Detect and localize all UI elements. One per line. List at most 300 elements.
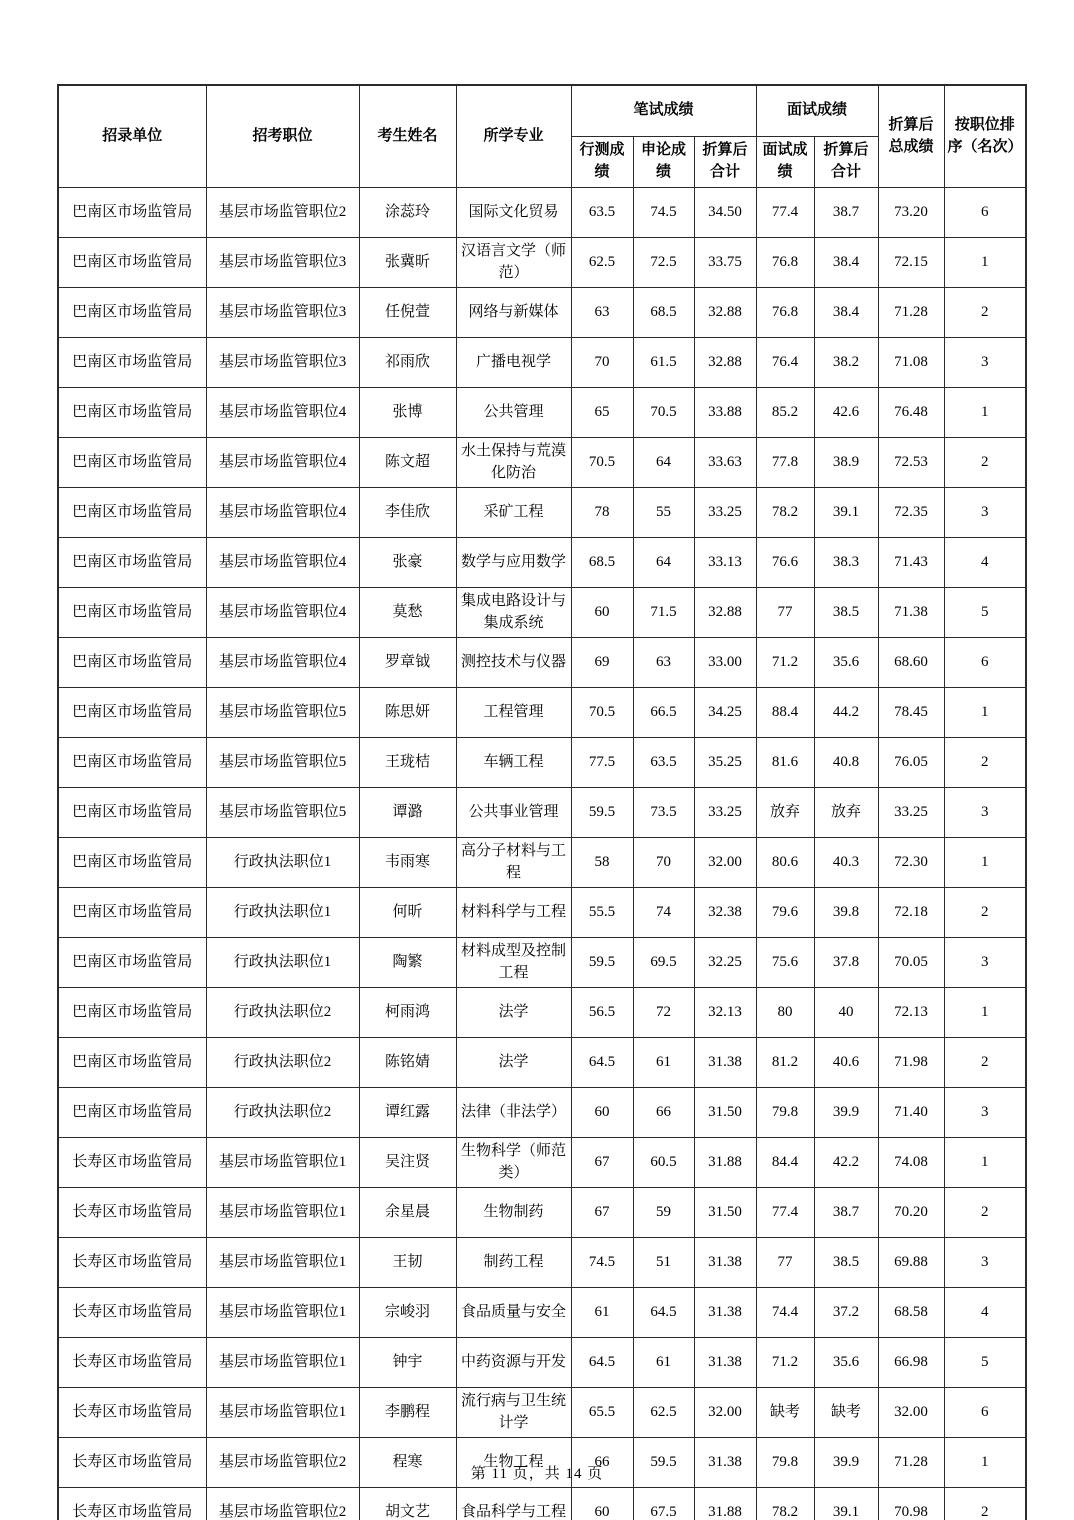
cell-unit: 巴南区市场监管局 [58, 888, 206, 938]
cell-unit: 长寿区市场监管局 [58, 1438, 206, 1488]
cell-xingce-score: 59.5 [571, 788, 633, 838]
cell-shenlun-score: 74 [633, 888, 694, 938]
cell-candidate-name: 罗章钺 [359, 638, 456, 688]
cell-candidate-name: 祁雨欣 [359, 338, 456, 388]
cell-candidate-name: 柯雨鸿 [359, 988, 456, 1038]
cell-xingce-score: 65 [571, 388, 633, 438]
cell-interview-score: 77.4 [756, 1188, 814, 1238]
cell-xingce-score: 77.5 [571, 738, 633, 788]
cell-written-converted: 32.38 [694, 888, 756, 938]
cell-total-score: 71.40 [878, 1088, 944, 1138]
table-row [58, 938, 1026, 988]
cell-interview-score: 80.6 [756, 838, 814, 888]
cell-written-converted: 32.25 [694, 938, 756, 988]
cell-total-score: 72.30 [878, 838, 944, 888]
cell-xingce-score: 56.5 [571, 988, 633, 1038]
cell-rank: 1 [944, 688, 1026, 738]
cell-shenlun-score: 60.5 [633, 1138, 694, 1188]
cell-rank: 4 [944, 1288, 1026, 1338]
cell-candidate-name: 任倪萱 [359, 288, 456, 338]
cell-candidate-name: 陶繁 [359, 938, 456, 988]
cell-interview-score: 88.4 [756, 688, 814, 738]
cell-xingce-score: 66 [571, 1438, 633, 1488]
col-header-interview-group: 面试成绩 [756, 85, 878, 137]
table-row [58, 438, 1026, 488]
cell-unit: 巴南区市场监管局 [58, 1088, 206, 1138]
table-row [58, 1388, 1026, 1438]
table-row [58, 1488, 1026, 1520]
table-row [58, 1088, 1026, 1138]
cell-major: 水土保持与荒漠化防治 [456, 438, 571, 488]
cell-shenlun-score: 71.5 [633, 588, 694, 638]
table-row [58, 738, 1026, 788]
cell-rank: 1 [944, 988, 1026, 1038]
cell-written-converted: 34.50 [694, 188, 756, 238]
cell-interview-score: 78.2 [756, 488, 814, 538]
cell-written-converted: 35.25 [694, 738, 756, 788]
cell-written-converted: 32.88 [694, 288, 756, 338]
cell-rank: 2 [944, 1488, 1026, 1520]
table-row [58, 788, 1026, 838]
cell-major: 高分子材料与工程 [456, 838, 571, 888]
cell-rank: 6 [944, 1388, 1026, 1438]
cell-candidate-name: 李佳欣 [359, 488, 456, 538]
cell-rank: 3 [944, 338, 1026, 388]
cell-total-score: 76.05 [878, 738, 944, 788]
cell-interview-score: 79.6 [756, 888, 814, 938]
cell-unit: 巴南区市场监管局 [58, 788, 206, 838]
cell-rank: 6 [944, 638, 1026, 688]
cell-major: 网络与新媒体 [456, 288, 571, 338]
cell-unit: 巴南区市场监管局 [58, 238, 206, 288]
cell-candidate-name: 陈文超 [359, 438, 456, 488]
cell-rank: 5 [944, 1338, 1026, 1388]
col-header-unit: 招录单位 [58, 85, 206, 188]
cell-interview-score: 77.8 [756, 438, 814, 488]
cell-position: 基层市场监管职位4 [206, 538, 359, 588]
cell-interview-score: 缺考 [756, 1388, 814, 1438]
cell-major: 采矿工程 [456, 488, 571, 538]
cell-interview-score: 75.6 [756, 938, 814, 988]
col-header-written-converted: 折算后合计 [694, 137, 756, 188]
cell-interview-score: 81.2 [756, 1038, 814, 1088]
cell-unit: 长寿区市场监管局 [58, 1188, 206, 1238]
table-row [58, 238, 1026, 288]
cell-major: 生物科学（师范类） [456, 1138, 571, 1188]
cell-interview-converted: 42.6 [814, 388, 878, 438]
cell-shenlun-score: 61.5 [633, 338, 694, 388]
cell-shenlun-score: 69.5 [633, 938, 694, 988]
cell-major: 广播电视学 [456, 338, 571, 388]
cell-position: 基层市场监管职位2 [206, 188, 359, 238]
cell-interview-converted: 40 [814, 988, 878, 1038]
table-row [58, 1238, 1026, 1288]
cell-xingce-score: 63 [571, 288, 633, 338]
cell-rank: 2 [944, 1188, 1026, 1238]
cell-total-score: 71.43 [878, 538, 944, 588]
cell-interview-converted: 38.5 [814, 1238, 878, 1288]
cell-position: 基层市场监管职位4 [206, 438, 359, 488]
cell-major: 法学 [456, 1038, 571, 1088]
col-header-position: 招考职位 [206, 85, 359, 188]
cell-interview-converted: 38.7 [814, 1188, 878, 1238]
cell-unit: 长寿区市场监管局 [58, 1238, 206, 1288]
cell-interview-converted: 44.2 [814, 688, 878, 738]
cell-interview-converted: 40.8 [814, 738, 878, 788]
cell-xingce-score: 70 [571, 338, 633, 388]
cell-written-converted: 31.38 [694, 1288, 756, 1338]
table-row [58, 988, 1026, 1038]
cell-unit: 巴南区市场监管局 [58, 188, 206, 238]
cell-interview-converted: 35.6 [814, 1338, 878, 1388]
cell-written-converted: 33.88 [694, 388, 756, 438]
cell-rank: 3 [944, 1088, 1026, 1138]
cell-rank: 2 [944, 438, 1026, 488]
cell-shenlun-score: 72.5 [633, 238, 694, 288]
cell-candidate-name: 张冀昕 [359, 238, 456, 288]
cell-rank: 2 [944, 1038, 1026, 1088]
cell-xingce-score: 70.5 [571, 438, 633, 488]
cell-total-score: 72.18 [878, 888, 944, 938]
cell-xingce-score: 63.5 [571, 188, 633, 238]
cell-shenlun-score: 68.5 [633, 288, 694, 338]
cell-position: 基层市场监管职位4 [206, 588, 359, 638]
cell-total-score: 70.05 [878, 938, 944, 988]
cell-unit: 长寿区市场监管局 [58, 1388, 206, 1438]
cell-written-converted: 31.38 [694, 1238, 756, 1288]
cell-total-score: 71.28 [878, 288, 944, 338]
table-row [58, 838, 1026, 888]
cell-unit: 巴南区市场监管局 [58, 688, 206, 738]
cell-interview-converted: 37.2 [814, 1288, 878, 1338]
cell-total-score: 76.48 [878, 388, 944, 438]
cell-interview-converted: 40.6 [814, 1038, 878, 1088]
cell-shenlun-score: 70 [633, 838, 694, 888]
cell-rank: 2 [944, 738, 1026, 788]
cell-xingce-score: 65.5 [571, 1388, 633, 1438]
col-header-written-group: 笔试成绩 [571, 85, 756, 137]
table-row [58, 1288, 1026, 1338]
table-row [58, 538, 1026, 588]
cell-position: 基层市场监管职位1 [206, 1338, 359, 1388]
cell-interview-score: 78.2 [756, 1488, 814, 1520]
cell-rank: 2 [944, 888, 1026, 938]
cell-candidate-name: 陈铭婧 [359, 1038, 456, 1088]
cell-interview-score: 71.2 [756, 638, 814, 688]
cell-shenlun-score: 59 [633, 1188, 694, 1238]
cell-position: 基层市场监管职位4 [206, 488, 359, 538]
cell-xingce-score: 69 [571, 638, 633, 688]
table-body [58, 188, 1026, 1520]
cell-position: 行政执法职位2 [206, 1038, 359, 1088]
cell-candidate-name: 张豪 [359, 538, 456, 588]
cell-interview-converted: 缺考 [814, 1388, 878, 1438]
cell-unit: 巴南区市场监管局 [58, 738, 206, 788]
cell-total-score: 72.35 [878, 488, 944, 538]
cell-interview-converted: 38.4 [814, 238, 878, 288]
cell-shenlun-score: 66 [633, 1088, 694, 1138]
cell-candidate-name: 余星晨 [359, 1188, 456, 1238]
cell-candidate-name: 程寒 [359, 1438, 456, 1488]
cell-interview-score: 74.4 [756, 1288, 814, 1338]
cell-xingce-score: 78 [571, 488, 633, 538]
cell-interview-converted: 38.9 [814, 438, 878, 488]
cell-total-score: 71.28 [878, 1438, 944, 1488]
cell-unit: 巴南区市场监管局 [58, 288, 206, 338]
cell-rank: 6 [944, 188, 1026, 238]
cell-major: 集成电路设计与集成系统 [456, 588, 571, 638]
table-row [58, 288, 1026, 338]
cell-interview-converted: 39.9 [814, 1088, 878, 1138]
cell-interview-converted: 放弃 [814, 788, 878, 838]
cell-interview-score: 76.8 [756, 288, 814, 338]
cell-candidate-name: 宗峻羽 [359, 1288, 456, 1338]
table-row [58, 638, 1026, 688]
cell-interview-converted: 38.3 [814, 538, 878, 588]
cell-xingce-score: 74.5 [571, 1238, 633, 1288]
cell-interview-score: 放弃 [756, 788, 814, 838]
cell-interview-score: 84.4 [756, 1138, 814, 1188]
cell-rank: 1 [944, 1138, 1026, 1188]
cell-rank: 5 [944, 588, 1026, 638]
cell-interview-score: 77.4 [756, 188, 814, 238]
cell-total-score: 66.98 [878, 1338, 944, 1388]
cell-shenlun-score: 64 [633, 438, 694, 488]
cell-candidate-name: 何昕 [359, 888, 456, 938]
cell-written-converted: 32.13 [694, 988, 756, 1038]
cell-candidate-name: 胡文艺 [359, 1488, 456, 1520]
cell-candidate-name: 钟宇 [359, 1338, 456, 1388]
cell-position: 基层市场监管职位5 [206, 738, 359, 788]
cell-interview-score: 76.6 [756, 538, 814, 588]
cell-shenlun-score: 59.5 [633, 1438, 694, 1488]
cell-interview-score: 80 [756, 988, 814, 1038]
cell-candidate-name: 李鹏程 [359, 1388, 456, 1438]
cell-interview-converted: 40.3 [814, 838, 878, 888]
cell-xingce-score: 68.5 [571, 538, 633, 588]
cell-rank: 2 [944, 288, 1026, 338]
cell-xingce-score: 60 [571, 588, 633, 638]
col-header-candidate-name: 考生姓名 [359, 85, 456, 188]
cell-xingce-score: 60 [571, 1488, 633, 1520]
cell-position: 基层市场监管职位2 [206, 1488, 359, 1520]
cell-total-score: 70.98 [878, 1488, 944, 1520]
col-header-interview-score: 面试成绩 [756, 137, 814, 188]
cell-unit: 长寿区市场监管局 [58, 1488, 206, 1520]
cell-interview-score: 77 [756, 1238, 814, 1288]
cell-xingce-score: 58 [571, 838, 633, 888]
table-row [58, 888, 1026, 938]
table-row [58, 338, 1026, 388]
cell-candidate-name: 吴注贤 [359, 1138, 456, 1188]
cell-interview-score: 81.6 [756, 738, 814, 788]
cell-xingce-score: 55.5 [571, 888, 633, 938]
cell-total-score: 32.00 [878, 1388, 944, 1438]
table-header [58, 85, 1026, 188]
cell-written-converted: 31.38 [694, 1038, 756, 1088]
cell-interview-score: 76.4 [756, 338, 814, 388]
cell-major: 国际文化贸易 [456, 188, 571, 238]
cell-total-score: 78.45 [878, 688, 944, 738]
cell-xingce-score: 67 [571, 1188, 633, 1238]
cell-shenlun-score: 55 [633, 488, 694, 538]
cell-shenlun-score: 64 [633, 538, 694, 588]
cell-shenlun-score: 66.5 [633, 688, 694, 738]
cell-written-converted: 31.50 [694, 1088, 756, 1138]
cell-unit: 巴南区市场监管局 [58, 438, 206, 488]
cell-position: 基层市场监管职位3 [206, 288, 359, 338]
cell-written-converted: 31.38 [694, 1338, 756, 1388]
cell-major: 汉语言文学（师范） [456, 238, 571, 288]
cell-unit: 巴南区市场监管局 [58, 338, 206, 388]
col-header-total: 折算后总成绩 [878, 85, 944, 188]
cell-position: 基层市场监管职位1 [206, 1238, 359, 1288]
cell-written-converted: 34.25 [694, 688, 756, 738]
cell-written-converted: 33.25 [694, 788, 756, 838]
cell-total-score: 72.53 [878, 438, 944, 488]
cell-xingce-score: 60 [571, 1088, 633, 1138]
col-header-major: 所学专业 [456, 85, 571, 188]
cell-shenlun-score: 67.5 [633, 1488, 694, 1520]
cell-interview-converted: 42.2 [814, 1138, 878, 1188]
header-group-row [58, 85, 1026, 137]
cell-written-converted: 33.75 [694, 238, 756, 288]
cell-rank: 1 [944, 838, 1026, 888]
cell-unit: 巴南区市场监管局 [58, 938, 206, 988]
cell-written-converted: 32.00 [694, 1388, 756, 1438]
cell-rank: 4 [944, 538, 1026, 588]
cell-unit: 长寿区市场监管局 [58, 1338, 206, 1388]
col-header-shenlun: 申论成绩 [633, 137, 694, 188]
cell-candidate-name: 王珑桔 [359, 738, 456, 788]
cell-written-converted: 32.88 [694, 588, 756, 638]
cell-position: 基层市场监管职位5 [206, 788, 359, 838]
cell-shenlun-score: 72 [633, 988, 694, 1038]
cell-unit: 长寿区市场监管局 [58, 1288, 206, 1338]
cell-unit: 巴南区市场监管局 [58, 488, 206, 538]
cell-candidate-name: 张博 [359, 388, 456, 438]
cell-written-converted: 31.50 [694, 1188, 756, 1238]
cell-position: 基层市场监管职位3 [206, 238, 359, 288]
cell-shenlun-score: 73.5 [633, 788, 694, 838]
cell-unit: 巴南区市场监管局 [58, 388, 206, 438]
cell-position: 基层市场监管职位2 [206, 1438, 359, 1488]
cell-unit: 巴南区市场监管局 [58, 638, 206, 688]
cell-interview-converted: 38.4 [814, 288, 878, 338]
cell-interview-converted: 39.1 [814, 1488, 878, 1520]
cell-position: 基层市场监管职位3 [206, 338, 359, 388]
cell-major: 制药工程 [456, 1238, 571, 1288]
cell-major: 车辆工程 [456, 738, 571, 788]
cell-written-converted: 32.88 [694, 338, 756, 388]
cell-total-score: 70.20 [878, 1188, 944, 1238]
cell-position: 基层市场监管职位1 [206, 1188, 359, 1238]
cell-rank: 3 [944, 488, 1026, 538]
cell-position: 行政执法职位2 [206, 1088, 359, 1138]
cell-interview-score: 79.8 [756, 1088, 814, 1138]
cell-position: 基层市场监管职位4 [206, 388, 359, 438]
cell-xingce-score: 64.5 [571, 1038, 633, 1088]
cell-total-score: 71.08 [878, 338, 944, 388]
table-row [58, 1138, 1026, 1188]
table-row [58, 588, 1026, 638]
cell-major: 流行病与卫生统计学 [456, 1388, 571, 1438]
table-row [58, 1338, 1026, 1388]
cell-interview-converted: 38.7 [814, 188, 878, 238]
cell-xingce-score: 64.5 [571, 1338, 633, 1388]
cell-position: 基层市场监管职位1 [206, 1388, 359, 1438]
cell-unit: 巴南区市场监管局 [58, 538, 206, 588]
cell-major: 法学 [456, 988, 571, 1038]
cell-unit: 巴南区市场监管局 [58, 838, 206, 888]
cell-major: 食品质量与安全 [456, 1288, 571, 1338]
cell-position: 基层市场监管职位5 [206, 688, 359, 738]
cell-candidate-name: 涂蕊玲 [359, 188, 456, 238]
cell-candidate-name: 王韧 [359, 1238, 456, 1288]
cell-total-score: 71.98 [878, 1038, 944, 1088]
cell-xingce-score: 61 [571, 1288, 633, 1338]
cell-xingce-score: 70.5 [571, 688, 633, 738]
cell-candidate-name: 谭潞 [359, 788, 456, 838]
cell-written-converted: 31.88 [694, 1138, 756, 1188]
cell-rank: 3 [944, 788, 1026, 838]
cell-position: 行政执法职位1 [206, 838, 359, 888]
table-row [58, 688, 1026, 738]
cell-major: 公共管理 [456, 388, 571, 438]
cell-interview-score: 76.8 [756, 238, 814, 288]
cell-total-score: 69.88 [878, 1238, 944, 1288]
col-header-interview-converted: 折算后合计 [814, 137, 878, 188]
cell-major: 测控技术与仪器 [456, 638, 571, 688]
cell-written-converted: 33.00 [694, 638, 756, 688]
cell-position: 行政执法职位1 [206, 938, 359, 988]
cell-major: 公共事业管理 [456, 788, 571, 838]
cell-candidate-name: 韦雨寒 [359, 838, 456, 888]
cell-interview-score: 79.8 [756, 1438, 814, 1488]
cell-major: 食品科学与工程 [456, 1488, 571, 1520]
table-row [58, 188, 1026, 238]
cell-total-score: 72.13 [878, 988, 944, 1038]
cell-interview-converted: 37.8 [814, 938, 878, 988]
cell-interview-converted: 38.2 [814, 338, 878, 388]
cell-xingce-score: 67 [571, 1138, 633, 1188]
cell-written-converted: 31.38 [694, 1438, 756, 1488]
cell-shenlun-score: 51 [633, 1238, 694, 1288]
cell-candidate-name: 莫愁 [359, 588, 456, 638]
cell-candidate-name: 陈思妍 [359, 688, 456, 738]
cell-major: 生物制药 [456, 1188, 571, 1238]
cell-position: 基层市场监管职位4 [206, 638, 359, 688]
cell-interview-score: 85.2 [756, 388, 814, 438]
cell-total-score: 74.08 [878, 1138, 944, 1188]
cell-total-score: 68.60 [878, 638, 944, 688]
cell-position: 行政执法职位2 [206, 988, 359, 1038]
cell-shenlun-score: 74.5 [633, 188, 694, 238]
cell-shenlun-score: 63.5 [633, 738, 694, 788]
cell-written-converted: 31.88 [694, 1488, 756, 1520]
cell-total-score: 33.25 [878, 788, 944, 838]
page-footer: 第 11 页，共 14 页 [470, 1466, 604, 1482]
cell-interview-score: 71.2 [756, 1338, 814, 1388]
cell-major: 数学与应用数学 [456, 538, 571, 588]
cell-interview-converted: 39.9 [814, 1438, 878, 1488]
cell-rank: 1 [944, 238, 1026, 288]
cell-position: 行政执法职位1 [206, 888, 359, 938]
cell-unit: 巴南区市场监管局 [58, 588, 206, 638]
cell-total-score: 68.58 [878, 1288, 944, 1338]
cell-shenlun-score: 61 [633, 1338, 694, 1388]
cell-interview-converted: 35.6 [814, 638, 878, 688]
